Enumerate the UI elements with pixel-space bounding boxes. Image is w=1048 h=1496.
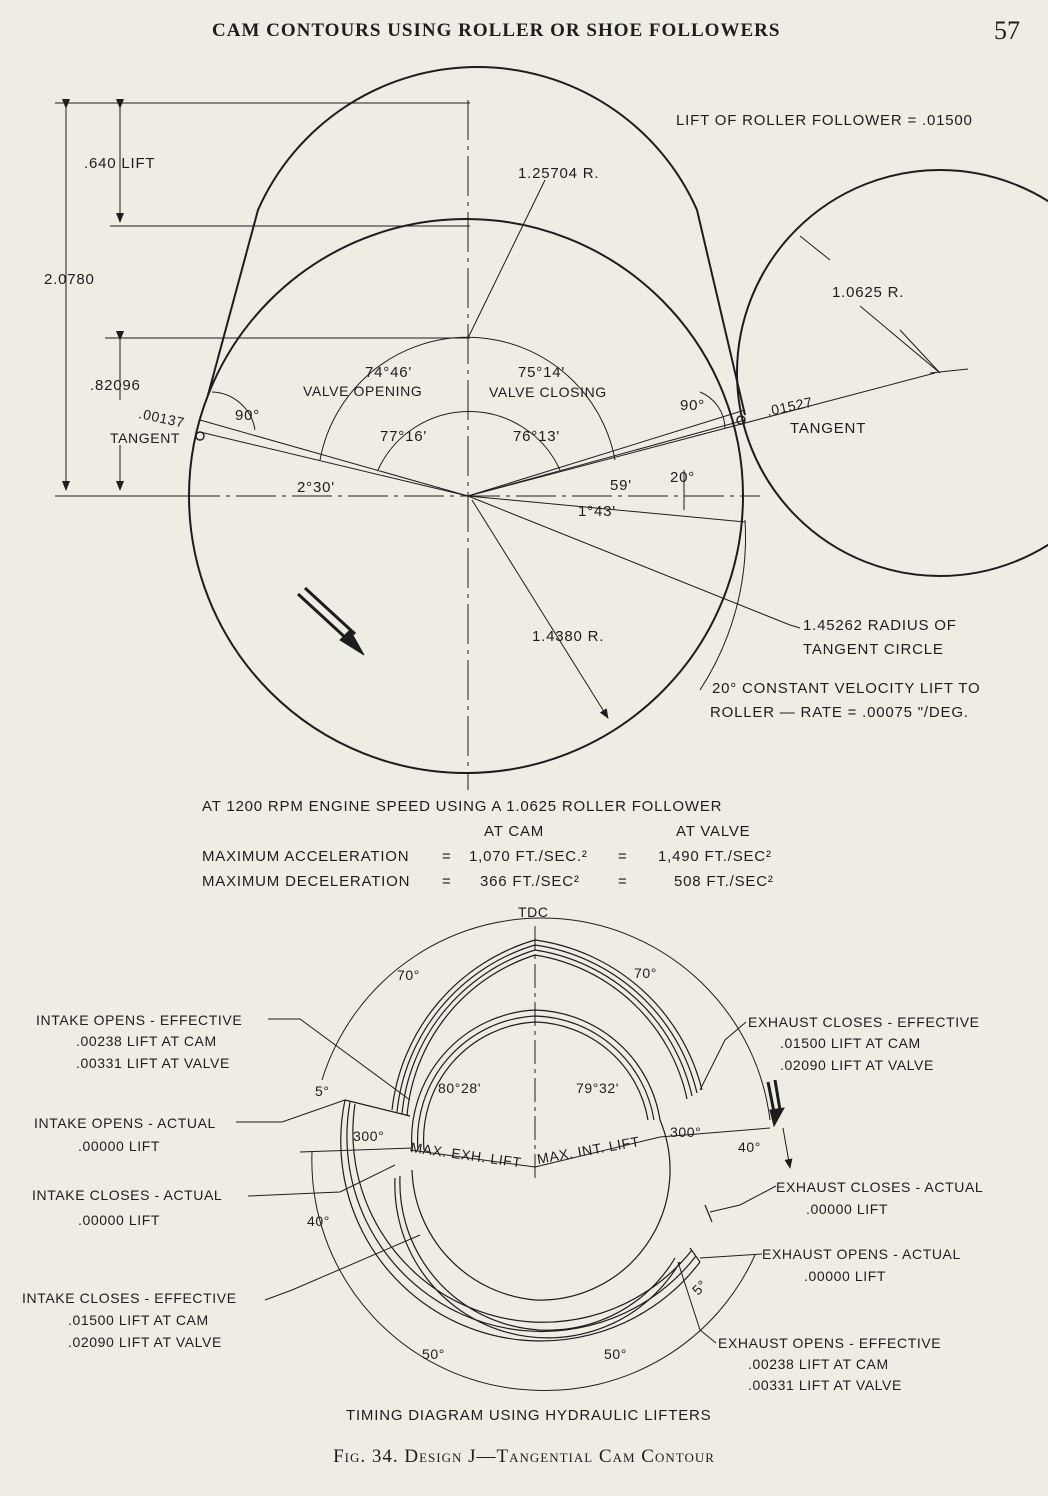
nose-radius-label: 1.25704 R. (518, 165, 600, 182)
page-number: 57 (994, 16, 1020, 45)
svg-text:EXHAUST CLOSES - ACTUAL: EXHAUST CLOSES - ACTUAL (776, 1179, 984, 1195)
valve-opening-angle: 74°46' (365, 364, 413, 381)
specs-row-label: MAXIMUM DECELERATION (202, 873, 411, 890)
angle-20: 20° (670, 469, 696, 486)
svg-text:.00238 LIFT AT CAM: .00238 LIFT AT CAM (76, 1033, 217, 1049)
exhaust-opens-actual (762, 1246, 961, 1284)
angle-2-30: 2°30' (297, 479, 335, 496)
max-exh-lift: MAX. EXH. LIFT (409, 1139, 523, 1171)
svg-text:EXHAUST OPENS - ACTUAL: EXHAUST OPENS - ACTUAL (762, 1246, 961, 1262)
angle-90-right: 90° (680, 397, 706, 414)
exhaust-opens-effective (718, 1335, 941, 1393)
angle-77-16: 77°16' (380, 428, 428, 445)
deg-79-32: 79°32' (576, 1080, 620, 1096)
svg-text:.01500 LIFT AT CAM: .01500 LIFT AT CAM (780, 1035, 921, 1051)
left-gap-label: .00137 (137, 405, 187, 431)
svg-text:.00000 LIFT: .00000 LIFT (806, 1201, 889, 1217)
angle-59: 59' (610, 477, 632, 494)
intake-closes-actual (32, 1187, 222, 1228)
svg-text:INTAKE OPENS - ACTUAL: INTAKE OPENS - ACTUAL (34, 1115, 216, 1131)
lift-dimension: .640 LIFT (84, 155, 156, 172)
base-height-dimension: .82096 (90, 377, 141, 394)
deg-5-left: 5° (315, 1083, 330, 1099)
tangent-right-label: TANGENT (790, 420, 867, 437)
svg-text:INTAKE CLOSES - ACTUAL: INTAKE CLOSES - ACTUAL (32, 1187, 223, 1203)
deg-50-right: 50° (604, 1346, 627, 1362)
intake-opens-actual (34, 1115, 216, 1154)
cam-lobe (208, 67, 745, 415)
deg-5-right: 5° (688, 1276, 711, 1299)
deg-300-left: 300° (353, 1128, 385, 1144)
valve-opening-label: VALVE OPENING (303, 383, 423, 399)
roller-radius-label: 1.0625 R. (832, 284, 905, 301)
lift-of-roller-label: LIFT OF ROLLER FOLLOWER = .01500 (676, 112, 973, 129)
specs-row-eq1: = (442, 848, 452, 865)
svg-text:.02090 LIFT AT VALVE: .02090 LIFT AT VALVE (68, 1334, 222, 1350)
figure-caption: Fig. 34. Design J—Tangential Cam Contour (333, 1446, 715, 1467)
specs-row-eq1: = (442, 873, 452, 890)
tangent-left-label: TANGENT (110, 430, 181, 446)
valve-closing-label: VALVE CLOSING (489, 384, 607, 400)
angle-1-43: 1°43' (578, 503, 616, 520)
specs-row-valve: 1,490 FT./SEC² (658, 848, 772, 865)
angle-76-13: 76°13' (513, 428, 561, 445)
svg-text:INTAKE OPENS - EFFECTIVE: INTAKE OPENS - EFFECTIVE (36, 1012, 243, 1028)
deg-70-left: 70° (397, 967, 420, 983)
tangent-circle-label-1: 1.45262 RADIUS OF (803, 617, 957, 634)
max-int-lift: MAX. INT. LIFT (535, 1133, 642, 1167)
svg-text:.00238 LIFT AT CAM: .00238 LIFT AT CAM (748, 1356, 889, 1372)
tangent-circle-label-2: TANGENT CIRCLE (803, 641, 944, 658)
deg-40-left: 40° (307, 1213, 330, 1229)
specs-row-eq2: = (618, 848, 628, 865)
specs-row-valve: 508 FT./SEC² (674, 873, 774, 890)
deg-70-right: 70° (634, 965, 657, 981)
svg-text:EXHAUST OPENS - EFFECTIVE: EXHAUST OPENS - EFFECTIVE (718, 1335, 942, 1351)
specs-title: AT 1200 RPM ENGINE SPEED USING A 1.0625 ROLLER FOLLOWER (202, 798, 723, 815)
intake-closes-effective (22, 1290, 237, 1350)
specs-row-eq2: = (618, 873, 628, 890)
deg-50-left: 50° (422, 1346, 445, 1362)
specs-row-label: MAXIMUM ACCELERATION (202, 848, 410, 865)
base-radius-label: 1.4380 R. (532, 628, 605, 645)
exhaust-closes-actual (776, 1179, 983, 1217)
deg-300-right: 300° (670, 1124, 702, 1140)
svg-text:.00331 LIFT AT VALVE: .00331 LIFT AT VALVE (748, 1377, 902, 1393)
constant-velocity-label-1: 20° CONSTANT VELOCITY LIFT TO (712, 680, 981, 697)
svg-text:.02090 LIFT AT VALVE: .02090 LIFT AT VALVE (780, 1057, 934, 1073)
specs-row (202, 848, 772, 865)
svg-text:.00000 LIFT: .00000 LIFT (804, 1268, 887, 1284)
overall-dimension: 2.0780 (44, 271, 95, 288)
deg-40-right: 40° (738, 1139, 761, 1155)
running-title: CAM CONTOURS USING ROLLER OR SHOE FOLLOWERS (212, 20, 781, 41)
tdc-label: TDC (518, 904, 549, 920)
timing-title: TIMING DIAGRAM USING HYDRAULIC LIFTERS (346, 1407, 712, 1424)
valve-closing-angle: 75°14' (518, 364, 566, 381)
specs-col-valve: AT VALVE (676, 823, 751, 840)
specs-row-cam: 1,070 FT./SEC.² (469, 848, 588, 865)
svg-text:.00000 LIFT: .00000 LIFT (78, 1212, 161, 1228)
specs-col-cam: AT CAM (484, 823, 545, 840)
specs-row (202, 873, 774, 890)
svg-text:.00331 LIFT AT VALVE: .00331 LIFT AT VALVE (76, 1055, 230, 1071)
constant-velocity-label-2: ROLLER — RATE = .00075 "/DEG. (710, 704, 969, 721)
exhaust-closes-effective (748, 1014, 980, 1073)
roller-circle (737, 170, 1048, 576)
right-gap-label: .01527 (765, 393, 815, 419)
svg-text:.01500 LIFT AT CAM: .01500 LIFT AT CAM (68, 1312, 209, 1328)
specs-row-cam: 366 FT./SEC² (480, 873, 580, 890)
deg-80-28: 80°28' (438, 1080, 482, 1096)
angle-90-left: 90° (235, 407, 261, 424)
intake-opens-effective (36, 1012, 242, 1071)
svg-text:.00000 LIFT: .00000 LIFT (78, 1138, 161, 1154)
svg-text:EXHAUST CLOSES - EFFECTIVE: EXHAUST CLOSES - EFFECTIVE (748, 1014, 980, 1030)
svg-text:INTAKE CLOSES - EFFECTIVE: INTAKE CLOSES - EFFECTIVE (22, 1290, 237, 1306)
